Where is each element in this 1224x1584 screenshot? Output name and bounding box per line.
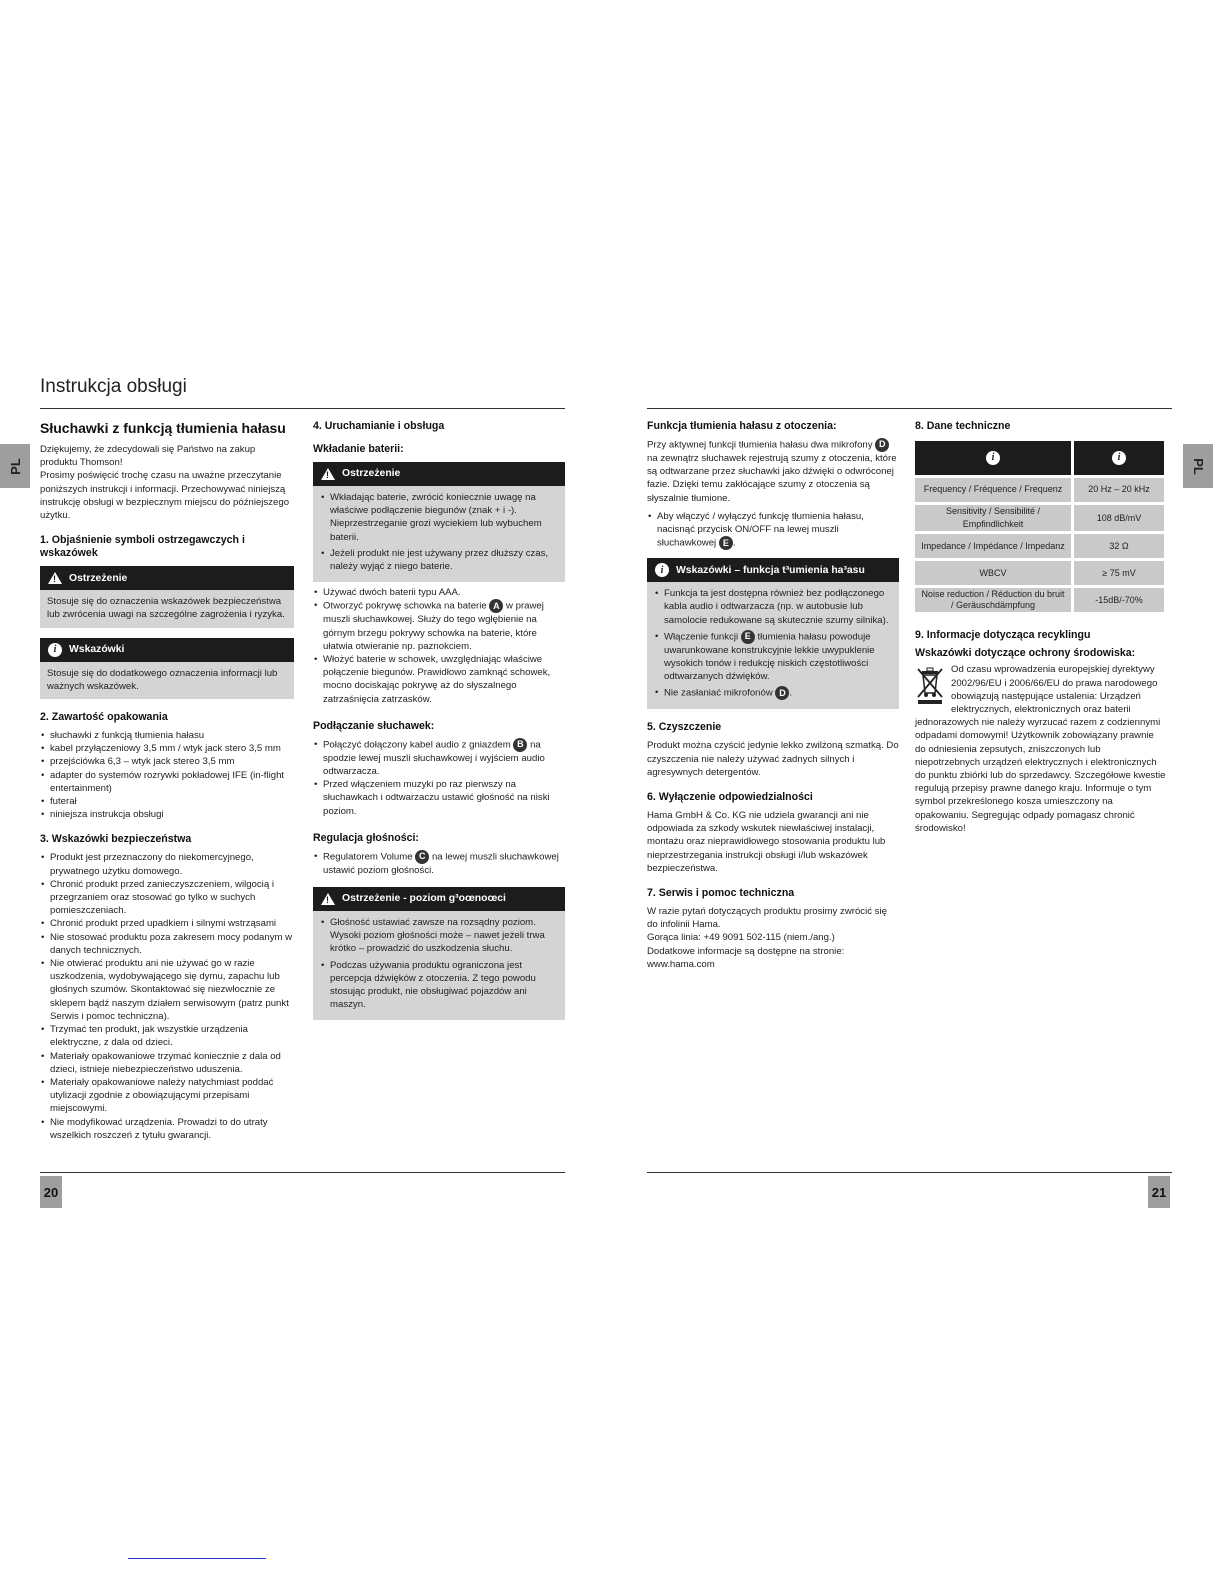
list-item: • Otworzyć pokrywę schowka na baterie A w prawej muszli słuchawkowej. Służy do tego wgłębienie na górnym brzegu pokrywy schowka na baterie, które ułatwia otwieranie np. paznokciem. [313,599,565,653]
info-label: Wskazówki [69,644,125,656]
info-box-body [40,662,294,699]
service-hotline: Gorąca linia: +49 9091 502-115 (niem./ang.) [647,932,835,944]
spec-header-cell [915,441,1071,475]
list-item: • słuchawki z funkcją tłumienia hałasu [40,729,294,742]
anc-heading: Funkcja tłumienia hałasu z otoczenia: [647,420,837,432]
list-item: • Produkt jest przeznaczony do niekomercyjnego, prywatnego użytku domowego. [40,851,294,877]
spec-label: Sensitivity / Sensibilité / Empfindlichkeit [915,505,1071,531]
service-more-info: Dodatkowe informacje są dostępne na stronie: [647,945,845,957]
warning-label: Ostrzeżenie [69,572,128,584]
liability-text: Hama GmbH & Co. KG nie udziela gwarancji ani nie odpowiada za szkody wskutek niewłaściwej instalacji, montażu oraz nieprawidłowego stosowania produktu lub nieprzestrzegania instrukcji obsługi i/lub wskazówek bezpieczeństwa. [647,810,886,874]
list-item: • Materiały opakowaniowe trzymać koniecznie z dala od dzieci, istnieje niebezpieczeństwo uduszenia. [40,1050,294,1076]
section-8-heading: 8. Dane techniczne [915,420,1011,432]
list-item: • niniejsza instrukcja obsługi [40,808,294,821]
table-row [915,505,1164,531]
marker-b-icon: B [513,738,527,752]
warning-text: Stosuje się do oznaczenia wskazówek bezpieczeństwa lub zwrócenia uwagi na szczególne zagrożenia i ryzyka. [47,596,285,621]
package-contents-list [40,729,294,821]
recycling-text: Od czasu wprowadzenia europejskiej dyrektywy 2002/96/EU i 2006/66/EU do prawa narodowego obowiązują następujące ustalenia: Urządzeń elektrycznych, elektronicznych oraz baterii jednorazowych nie należy wyrzucać razem z codziennymi odpadami domowymi! Użytkownik zobowiązany prawnie do odniesienia zepsutych, zniszczonych lub niepotrzebnych urządzeń elektrycznych i elektronicznych do punktu zbiórki lub do sprzedawcy. Szczegółowe kwestie regulują przepisy prawne danego kraju. Informuje o tym symbol przekreślonego kosza umieszczony na opakowaniu. Segregując odpady pomagasz chronić środowisko! [915,664,1166,834]
warning-triangle-icon [321,893,335,905]
list-item: • Przed włączeniem muzyki po raz pierwszy na słuchawkach i odtwarzaczu ustawić głośność na niski poziom. [313,778,565,818]
section-6-heading: 6. Wyłączenie odpowiedzialności [647,791,813,804]
list-item: • Aby włączyć / wyłączyć funkcję tłumienia hałasu, nacisnąć przycisk ON/OFF na lewej muszli słuchawkowej E . [647,510,899,550]
info-icon: i [655,563,669,577]
volume-heading: Regulacja głośności: [313,831,419,844]
list-item: • Nie stosować produktu poza zakresem mocy podanym w danych technicznych. [40,931,294,957]
anc-steps-list [647,510,899,550]
section-1-heading: 1. Objaśnienie symboli ostrzegawczych i wskazówek [40,534,245,560]
header-rule-left [40,408,565,409]
list-item: • Nie zasłaniać mikrofonów D . [654,686,892,700]
environment-subheading: Wskazówki dotyczące ochrony środowiska: [915,647,1136,660]
marker-e-icon: E [719,536,733,550]
section-7-heading: 7. Serwis i pomoc techniczna [647,887,795,900]
table-row [915,441,1164,475]
list-item: • Włożyć baterie w schowek, uwzględniając właściwe połączenie biegunów. Prawidłowo zamknąć schowek, mocno dociskając pokrywę aż do słyszalnego zatrzaśnięcia zatrzasków. [313,653,565,706]
list-item: • Funkcja ta jest dostępna również bez podłączonego kabla audio i odtwarzacza (np. w autobusie lub samolocie redukowane są skutecznie szumy silnika). [654,587,892,627]
anc-paragraph: Przy aktywnej funkcji tłumienia hałasu dwa mikrofony D na zewnątrz słuchawek rejestrują szumy z otoczenia, które są odtwarzane przez słuchawki jako dźwięki o odwróconej fazie. Dzięki temu zakłócające szumy z otoczenia są słyszalnie tłumione. [647,439,897,504]
warning-box-header [40,566,294,590]
right-column-1 [647,420,899,971]
left-column [40,420,294,1142]
safety-list [40,851,294,1141]
spec-value: ≥ 75 mV [1074,561,1164,585]
table-row [915,534,1164,558]
connect-heading: Podłączanie słuchawek: [313,719,435,732]
spec-label: Noise reduction / Réduction du bruit / Geräuschdämpfung [915,588,1071,612]
battery-warning-body [313,486,565,582]
list-item: • Głośność ustawiać zawsze na rozsądny poziom. Wysoki poziom głośności może – nawet jeżeli trwa krótko – prowadzić do uszkodzenia słuchu. [320,916,558,956]
page-number-left: 20 [40,1176,62,1208]
table-row [915,561,1164,585]
volume-steps-list [313,850,565,877]
document-title: Słuchawki z funkcją tłumienia hałasu [40,420,286,436]
warning-label: Ostrzeżenie [342,468,401,480]
footer-rule-left [40,1172,565,1173]
list-item: • Trzymać ten produkt, jak wszystkie urządzenia elektryczne, z dala od dzieci. [40,1023,294,1049]
spec-table [912,438,1167,615]
spec-value: -15dB/-70% [1074,588,1164,612]
list-item: • Używać dwóch baterii typu AAA. [313,586,565,599]
battery-warning-header [313,462,565,486]
list-item: • Materiały opakowaniowe należy natychmiast poddać utylizacji zgodnie z obowiązującymi przepisami miejscowymi. [40,1076,294,1116]
marker-e-icon: E [741,630,755,644]
list-item: • Chronić produkt przed upadkiem i silnymi wstrząsami [40,917,294,930]
warning-box-body [40,590,294,627]
section-5-heading: 5. Czyszczenie [647,721,722,734]
anc-info-header [647,558,899,582]
section-2-heading: 2. Zawartość opakowania [40,711,168,724]
list-item: • Nie modyfikować urządzenia. Prowadzi to do utraty wszelkich roszczeń z tytułu gwarancji. [40,1116,294,1142]
info-icon: i [986,451,1000,465]
warning-label: Ostrzeżenie - poziom g³oœnoœci [342,893,506,905]
table-row [915,478,1164,502]
page-number-right: 21 [1148,1176,1170,1208]
list-item: • adapter do systemów rozrywki pokładowej IFE (in-flight entertainment) [40,769,294,795]
bottom-link-line [128,1558,266,1559]
list-item: • przejściówka 6,3 – wtyk jack stereo 3,5 mm [40,755,294,768]
marker-d-icon: D [775,686,789,700]
list-item: • Włączenie funkcji E tłumienia hałasu powoduje uwarunkowane konstrukcyjnie lekkie uwypuklenie wysokich tonów i redukcję niskich częstotliwości odtwarzanych dźwięków. [654,630,892,684]
service-website: www.hama.com [647,958,715,970]
page-header-title: Instrukcja obsługi [40,376,187,397]
language-tab-left: PL [0,444,30,488]
section-9-heading: 9. Informacje dotycząca recyklingu [915,629,1091,642]
spec-value: 108 dB/mV [1074,505,1164,531]
right-column-2 [915,420,1167,835]
language-tab-right: PL [1183,444,1213,488]
middle-column [313,420,565,1020]
list-item: • kabel przyłączeniowy 3,5 mm / wtyk jack stero 3,5 mm [40,742,294,755]
marker-a-icon: A [489,599,503,613]
section-3-heading: 3. Wskazówki bezpieczeństwa [40,833,192,846]
list-item: • Wkładając baterie, zwrócić koniecznie uwagę na właściwe podłączenie biegunów (znak + i -). Nieprzestrzeganie grozi wyciekiem lub wybuchem baterii. [320,491,558,544]
list-item: • Jeżeli produkt nie jest używany przez dłuższy czas, należy wyjąć z niego baterie. [320,547,558,573]
header-rule-right [647,408,1172,409]
list-item: • Regulatorem Volume C na lewej muszli słuchawkowej ustawić poziom głośności. [313,850,565,877]
service-text: W razie pytań dotyczących produktu prosimy zwrócić się do infolinii Hama. [647,906,887,931]
list-item: • Połączyć dołączony kabel audio z gniazdem B na spodzie lewej muszli słuchawkowej i wyjściem audio odtwarzacza. [313,738,565,778]
spec-label: Frequency / Fréquence / Frequenz [915,478,1071,502]
battery-steps-list [313,586,565,706]
crossed-bin-icon [915,665,945,705]
marker-d-icon: D [875,438,889,452]
spec-label: Impedance / Impédance / Impedanz [915,534,1071,558]
footer-rule-right [647,1172,1172,1173]
list-item: • Nie otwierać produktu ani nie używać go w razie uszkodzenia, wydobywającego się dymu, zapachu lub głośnych szumów. Skontaktować się niezwłocznie ze sklepem bądź naszym działem serwisowym (patrz punkt Serwis i pomoc techniczna). [40,957,294,1023]
info-box-header [40,638,294,662]
volume-warning-header [313,887,565,911]
spec-value: 32 Ω [1074,534,1164,558]
info-text: Stosuje się do dodatkowego oznaczenia informacji lub ważnych wskazówek. [47,667,278,692]
spec-header-cell [1074,441,1164,475]
warning-triangle-icon [48,572,62,584]
cleaning-text: Produkt można czyścić jedynie lekko zwilżoną szmatką. Do czyszczenia nie należy używać żadnych silnych i agresywnych detergentów. [647,740,899,778]
anc-info-body [647,582,899,709]
info-label: Wskazówki – funkcja t³umienia ha³asu [676,564,865,576]
table-row [915,588,1164,612]
list-item: • futerał [40,795,294,808]
intro-thanks: Dziękujemy, że zdecydowali się Państwo na zakup produktu Thomson! [40,444,256,469]
connect-steps-list [313,738,565,818]
spec-label: WBCV [915,561,1071,585]
info-icon: i [1112,451,1126,465]
volume-warning-body [313,911,565,1020]
list-item: • Podczas używania produktu ograniczona jest percepcja dźwięków z otoczenia. Z tego powodu stosując produkt, nie obsługiwać pojazdów ani maszyn. [320,959,558,1012]
marker-c-icon: C [415,850,429,864]
intro-instructions: Prosimy poświęcić trochę czasu na uważne przeczytanie poniższych instrukcji i informacji. Przechowywać niniejszą instrukcję obsługi w bezpiecznym miejscu do późniejszego użytku. [40,470,290,522]
section-4-heading: 4. Uruchamianie i obsługa [313,420,445,432]
spec-value: 20 Hz – 20 kHz [1074,478,1164,502]
info-icon: i [48,643,62,657]
batteries-heading: Wkładanie baterii: [313,443,404,455]
list-item: • Chronić produkt przed zanieczyszczeniem, wilgocią i przegrzaniem oraz stosować go tylko w suchych pomieszczeniach. [40,878,294,918]
warning-triangle-icon [321,468,335,480]
